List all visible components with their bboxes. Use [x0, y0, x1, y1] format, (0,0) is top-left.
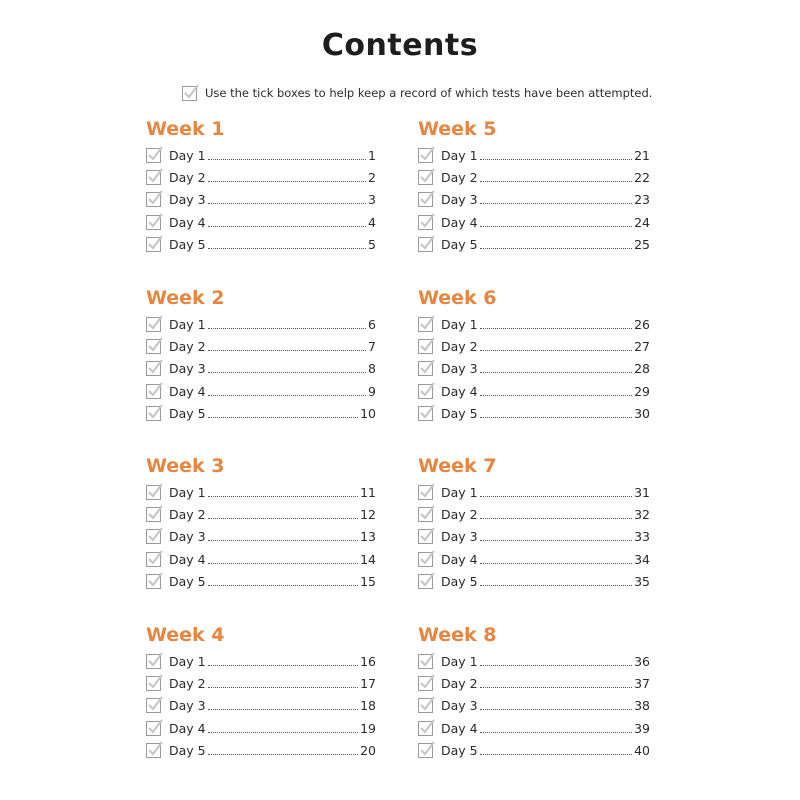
- dot-leader: [480, 709, 632, 710]
- page-number: 39: [634, 720, 650, 736]
- day-label: Day 2: [169, 338, 206, 354]
- page-number: 18: [360, 698, 376, 714]
- dot-leader: [480, 181, 632, 182]
- dot-leader: [208, 417, 358, 418]
- day-label: Day 4: [169, 214, 206, 230]
- dot-leader: [480, 248, 632, 249]
- checkbox-tick-icon[interactable]: [418, 192, 433, 207]
- page-number: 22: [634, 169, 650, 185]
- page-number: 34: [634, 551, 650, 567]
- checkbox-tick-icon[interactable]: [418, 485, 433, 500]
- dot-leader: [480, 687, 632, 688]
- page-number: 1: [368, 147, 376, 163]
- checkbox-tick-icon[interactable]: [146, 721, 161, 736]
- contents-row: [146, 144, 376, 166]
- page-number: 26: [634, 316, 650, 332]
- checkbox-tick-icon[interactable]: [418, 529, 433, 544]
- contents-row: [146, 481, 376, 503]
- dot-leader: [208, 181, 366, 182]
- checkbox-tick-icon[interactable]: [418, 237, 433, 252]
- contents-row: [418, 650, 650, 672]
- day-label: Day 5: [169, 405, 206, 421]
- dot-leader: [208, 395, 366, 396]
- checkbox-tick-icon[interactable]: [146, 339, 161, 354]
- contents-row: [418, 717, 650, 739]
- contents-row: [146, 570, 376, 592]
- contents-row: [418, 503, 650, 525]
- checkbox-tick-icon[interactable]: [146, 676, 161, 691]
- dot-leader: [480, 585, 632, 586]
- week-heading: Week 5: [418, 118, 497, 140]
- contents-row: [146, 503, 376, 525]
- dot-leader: [208, 665, 358, 666]
- contents-row: [146, 739, 376, 761]
- contents-row: [418, 358, 650, 380]
- checkbox-tick-icon[interactable]: [146, 574, 161, 589]
- dot-leader: [208, 496, 358, 497]
- contents-row: [418, 380, 650, 402]
- dot-leader: [480, 563, 632, 564]
- checkbox-tick-icon[interactable]: [146, 215, 161, 230]
- dot-leader: [480, 159, 632, 160]
- checkbox-tick-icon[interactable]: [418, 654, 433, 669]
- page-number: 7: [368, 338, 376, 354]
- checkbox-tick-icon[interactable]: [146, 361, 161, 376]
- week-section: [146, 287, 376, 424]
- week-heading: Week 4: [146, 624, 225, 646]
- contents-row: [418, 526, 650, 548]
- page-number: 31: [634, 484, 650, 500]
- day-label: Day 4: [441, 383, 478, 399]
- checkbox-tick-icon[interactable]: [418, 148, 433, 163]
- day-label: Day 4: [441, 551, 478, 567]
- day-label: Day 3: [441, 529, 478, 545]
- contents-row: [418, 189, 650, 211]
- dot-leader: [480, 350, 632, 351]
- day-label: Day 1: [441, 316, 478, 332]
- page-number: 15: [360, 573, 376, 589]
- day-label: Day 4: [441, 720, 478, 736]
- week-heading: Week 3: [146, 455, 225, 477]
- contents-row: [146, 717, 376, 739]
- checkbox-tick-icon[interactable]: [418, 339, 433, 354]
- page-number: 10: [360, 405, 376, 421]
- day-label: Day 2: [169, 675, 206, 691]
- dot-leader: [208, 159, 366, 160]
- day-label: Day 5: [441, 573, 478, 589]
- contents-row: [418, 695, 650, 717]
- page-number: 27: [634, 338, 650, 354]
- dot-leader: [480, 518, 632, 519]
- dot-leader: [480, 754, 632, 755]
- dot-leader: [480, 540, 632, 541]
- page-number: 28: [634, 361, 650, 377]
- checkbox-tick-icon[interactable]: [418, 698, 433, 713]
- dot-leader: [208, 248, 366, 249]
- day-label: Day 2: [169, 506, 206, 522]
- week-section: [418, 455, 650, 592]
- week-heading: Week 7: [418, 455, 497, 477]
- page-number: 36: [634, 653, 650, 669]
- contents-row: [418, 481, 650, 503]
- week-section: [146, 624, 376, 761]
- checkbox-tick-icon[interactable]: [146, 237, 161, 252]
- day-label: Day 3: [169, 698, 206, 714]
- page-number: 11: [360, 484, 376, 500]
- dot-leader: [208, 754, 358, 755]
- checkbox-tick-icon[interactable]: [146, 317, 161, 332]
- contents-row: [146, 166, 376, 188]
- checkbox-tick-icon[interactable]: [418, 170, 433, 185]
- contents-row: [146, 233, 376, 255]
- week-heading: Week 6: [418, 287, 497, 309]
- contents-row: [418, 739, 650, 761]
- contents-row: [418, 402, 650, 424]
- contents-row: [418, 166, 650, 188]
- page-number: 14: [360, 551, 376, 567]
- day-label: Day 5: [169, 573, 206, 589]
- contents-row: [418, 211, 650, 233]
- day-label: Day 5: [441, 742, 478, 758]
- dot-leader: [208, 350, 366, 351]
- page-number: 33: [634, 529, 650, 545]
- checkbox-tick-icon[interactable]: [418, 552, 433, 567]
- day-label: Day 3: [441, 361, 478, 377]
- checkbox-tick-icon[interactable]: [418, 215, 433, 230]
- week-section: [146, 118, 376, 255]
- contents-row: [146, 189, 376, 211]
- week-heading: Week 1: [146, 118, 225, 140]
- contents-row: [418, 548, 650, 570]
- page-number: 9: [368, 383, 376, 399]
- contents-row: [146, 526, 376, 548]
- checkbox-tick-icon[interactable]: [146, 552, 161, 567]
- day-label: Day 1: [441, 147, 478, 163]
- day-label: Day 1: [169, 653, 206, 669]
- dot-leader: [480, 417, 632, 418]
- instruction-text: Use the tick boxes to help keep a record of which tests have been attempted.: [205, 86, 653, 100]
- dot-leader: [480, 665, 632, 666]
- day-label: Day 3: [441, 192, 478, 208]
- dot-leader: [208, 328, 366, 329]
- dot-leader: [208, 687, 358, 688]
- contents-row: [146, 402, 376, 424]
- day-label: Day 1: [169, 147, 206, 163]
- dot-leader: [208, 732, 358, 733]
- week-heading: Week 8: [418, 624, 497, 646]
- day-label: Day 3: [169, 361, 206, 377]
- checkbox-tick-icon[interactable]: [418, 317, 433, 332]
- dot-leader: [208, 563, 358, 564]
- checkbox-tick-icon[interactable]: [418, 574, 433, 589]
- page-number: 2: [368, 169, 376, 185]
- dot-leader: [208, 226, 366, 227]
- page-number: 3: [368, 192, 376, 208]
- week-section: [418, 287, 650, 424]
- checkbox-tick-icon[interactable]: [146, 507, 161, 522]
- page-number: 5: [368, 236, 376, 252]
- day-label: Day 4: [169, 551, 206, 567]
- dot-leader: [208, 540, 358, 541]
- page-number: 35: [634, 573, 650, 589]
- week-section: [418, 118, 650, 255]
- checkbox-tick-icon[interactable]: [146, 406, 161, 421]
- contents-row: [146, 695, 376, 717]
- week-section: [418, 624, 650, 761]
- page-number: 19: [360, 720, 376, 736]
- checkbox-tick-icon[interactable]: [146, 148, 161, 163]
- dot-leader: [480, 203, 632, 204]
- dot-leader: [480, 226, 632, 227]
- day-label: Day 5: [441, 405, 478, 421]
- page-number: 38: [634, 698, 650, 714]
- dot-leader: [480, 328, 632, 329]
- contents-row: [418, 335, 650, 357]
- page-number: 12: [360, 506, 376, 522]
- contents-row: [146, 211, 376, 233]
- contents-row: [418, 144, 650, 166]
- day-label: Day 3: [169, 529, 206, 545]
- checkbox-tick-icon[interactable]: [418, 406, 433, 421]
- day-label: Day 1: [441, 653, 478, 669]
- contents-row: [146, 548, 376, 570]
- page-number: 24: [634, 214, 650, 230]
- checkbox-tick-icon[interactable]: [418, 676, 433, 691]
- page-number: 23: [634, 192, 650, 208]
- day-label: Day 4: [169, 383, 206, 399]
- dot-leader: [208, 203, 366, 204]
- day-label: Day 2: [441, 506, 478, 522]
- dot-leader: [208, 372, 366, 373]
- page-number: 4: [368, 214, 376, 230]
- checkbox-tick-icon[interactable]: [146, 485, 161, 500]
- contents-row: [418, 233, 650, 255]
- checkbox-tick-icon[interactable]: [146, 654, 161, 669]
- contents-row: [146, 313, 376, 335]
- checkbox-tick-icon[interactable]: [146, 698, 161, 713]
- checkbox-tick-icon[interactable]: [146, 384, 161, 399]
- checkbox-tick-icon[interactable]: [146, 170, 161, 185]
- page-title: Contents: [321, 28, 479, 63]
- checkbox-tick-icon[interactable]: [418, 384, 433, 399]
- page-number: 16: [360, 653, 376, 669]
- dot-leader: [208, 585, 358, 586]
- page-number: 17: [360, 675, 376, 691]
- day-label: Day 5: [169, 236, 206, 252]
- day-label: Day 1: [169, 484, 206, 500]
- contents-row: [146, 672, 376, 694]
- day-label: Day 3: [169, 192, 206, 208]
- page-number: 32: [634, 506, 650, 522]
- week-heading: Week 2: [146, 287, 225, 309]
- checkbox-tick-icon[interactable]: [146, 192, 161, 207]
- checkbox-tick-icon[interactable]: [146, 743, 161, 758]
- day-label: Day 1: [169, 316, 206, 332]
- dot-leader: [480, 496, 632, 497]
- page-number: 37: [634, 675, 650, 691]
- day-label: Day 4: [441, 214, 478, 230]
- day-label: Day 1: [441, 484, 478, 500]
- day-label: Day 4: [169, 720, 206, 736]
- checkbox-tick-icon[interactable]: [418, 721, 433, 736]
- contents-row: [146, 380, 376, 402]
- day-label: Day 2: [441, 338, 478, 354]
- checkbox-tick-icon[interactable]: [418, 743, 433, 758]
- contents-row: [146, 335, 376, 357]
- checkbox-tick-icon[interactable]: [418, 507, 433, 522]
- dot-leader: [480, 732, 632, 733]
- day-label: Day 2: [441, 675, 478, 691]
- dot-leader: [208, 518, 358, 519]
- dot-leader: [480, 395, 632, 396]
- checkbox-tick-icon[interactable]: [418, 361, 433, 376]
- contents-row: [418, 570, 650, 592]
- page-number: 30: [634, 405, 650, 421]
- dot-leader: [480, 372, 632, 373]
- contents-row: [146, 650, 376, 672]
- checkbox-tick-icon[interactable]: [146, 529, 161, 544]
- day-label: Day 3: [441, 698, 478, 714]
- page-number: 40: [634, 742, 650, 758]
- page-number: 29: [634, 383, 650, 399]
- page-number: 8: [368, 361, 376, 377]
- contents-row: [418, 672, 650, 694]
- page-number: 20: [360, 742, 376, 758]
- page-number: 21: [634, 147, 650, 163]
- checkbox-tick-icon: [182, 86, 197, 101]
- dot-leader: [208, 709, 358, 710]
- page-number: 13: [360, 529, 376, 545]
- day-label: Day 5: [169, 742, 206, 758]
- contents-row: [418, 313, 650, 335]
- contents-row: [146, 358, 376, 380]
- page-number: 6: [368, 316, 376, 332]
- day-label: Day 2: [169, 169, 206, 185]
- page-number: 25: [634, 236, 650, 252]
- day-label: Day 2: [441, 169, 478, 185]
- day-label: Day 5: [441, 236, 478, 252]
- week-section: [146, 455, 376, 592]
- instruction-line: [182, 84, 652, 102]
